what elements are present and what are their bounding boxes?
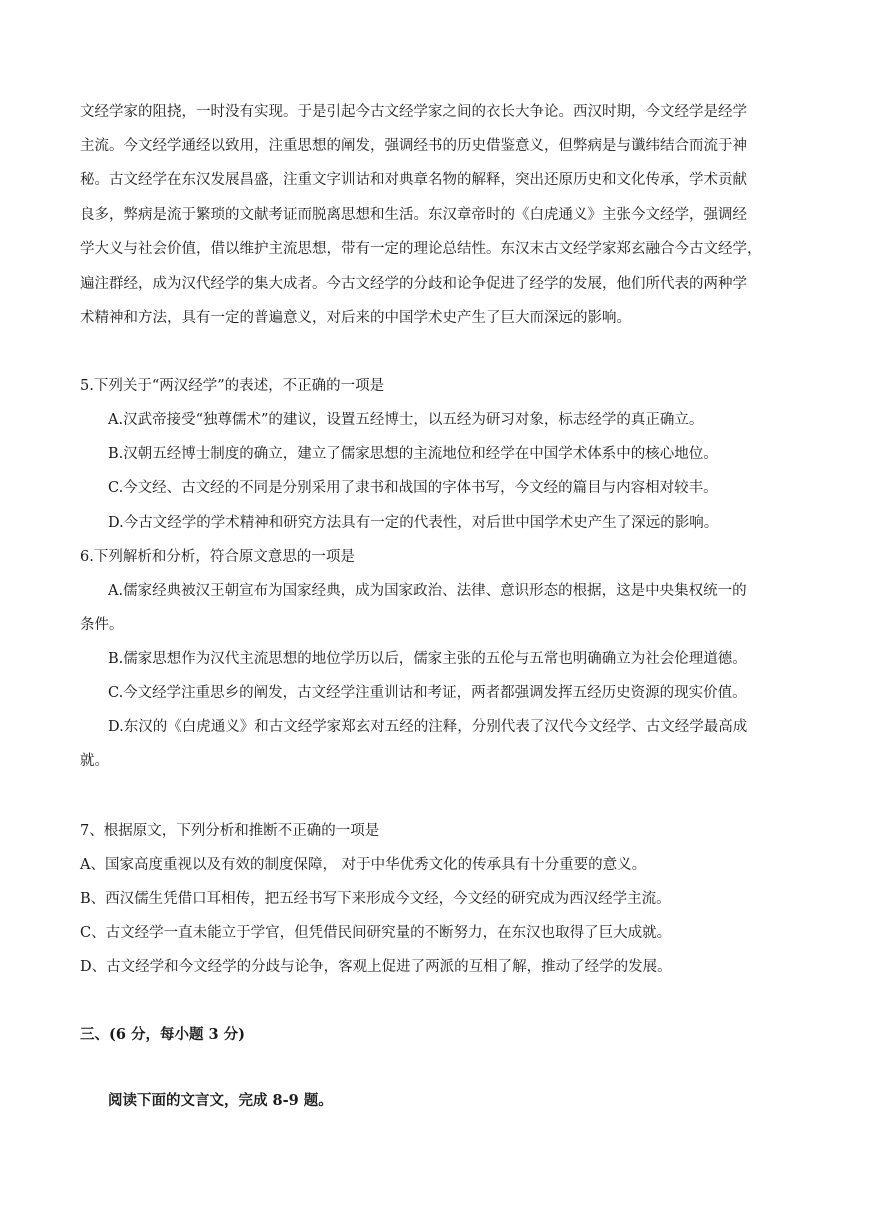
question-5-option-d: D.今古文经学的学术精神和研究方法具有一定的代表性，对后世中国学术史产生了深远的影响。 [108,515,719,531]
question-7-option-d: D、古文经学和今文经学的分歧与论争，客观上促进了两派的互相了解，推动了经学的发展。 [80,959,672,975]
question-7-option-a: A、国家高度重视以及有效的制度保障， 对于中华优秀文化的传承具有十分重要的意义。 [80,857,647,873]
passage-line: 遍注群经，成为汉代经学的集大成者。今古文经学的分歧和论争促进了经学的发展，他们所代表的两种学 [80,276,747,292]
passage-line: 主流。今文经学通经以致用，注重思想的阐发，强调经书的历史借鉴意义，但弊病是与谶纬结合而流于神 [80,138,747,154]
question-6-option-a-cont: 条件。 [80,617,124,633]
question-6-option-a: A.儒家经典被汉王朝宣布为国家经典，成为国家政治、法律、意识形态的根据，这是中央集权统一的 [108,583,747,599]
section-3-instruction: 阅读下面的文言文，完成 8-9 题。 [108,1092,333,1109]
question-5-option-b: B.汉朝五经博士制度的确立，建立了儒家思想的主流地位和经学在中国学术体系中的核心地位。 [108,446,718,462]
question-6-option-b: B.儒家思想作为汉代主流思想的地位学历以后，儒家主张的五伦与五常也明确确立为社会伦理道德。 [108,651,747,667]
question-7-option-c: C、古文经学一直未能立于学官，但凭借民间研究量的不断努力，在东汉也取得了巨大成就。 [80,925,672,941]
question-5-stem: 5.下列关于“两汉经学”的表述，不正确的一项是 [80,378,385,394]
question-6-option-c: C.今文经学注重思乡的阐发，古文经学注重训诂和考证，两者都强调发挥五经历史资源的现实价值。 [108,685,747,701]
passage-line: 学大义与社会价值，借以维护主流思想，带有一定的理论总结性。东汉末古文经学家郑玄融合今古文经学， [80,241,762,257]
question-6-option-d-cont: 就。 [80,753,109,769]
section-3-title: 三、(6 分，每小题 3 分) [80,1026,246,1043]
question-7-option-b: B、西汉儒生凭借口耳相传，把五经书写下来形成今文经，今文经的研究成为西汉经学主流。 [80,891,671,907]
passage-line: 良多，弊病是流于繁琐的文献考证而脱离思想和生活。东汉章帝时的《白虎通义》主张今文经学，强调经 [80,207,747,223]
question-7-stem: 7、根据原文，下列分析和推断不正确的一项是 [80,823,380,839]
question-6-option-d: D.东汉的《白虎通义》和古文经学家郑玄对五经的注释，分别代表了汉代今文经学、古文经学最高成 [108,719,748,735]
question-6-stem: 6.下列解析和分析，符合原文意思的一项是 [80,549,355,565]
passage-line: 秘。古文经学在东汉发展昌盛，注重文字训诂和对典章名物的解释，突出还原历史和文化传承，学术贡献 [80,172,747,188]
passage-line: 术精神和方法，具有一定的普遍意义，对后来的中国学术史产生了巨大而深远的影响。 [80,310,631,326]
question-5-option-a: A.汉武帝接受“独尊儒术”的建议，设置五经博士，以五经为研习对象，标志经学的真正确立。 [108,412,704,428]
passage-line: 文经学家的阻挠，一时没有实现。于是引起今古文经学家之间的衣长大争论。西汉时期，今文经学是经学 [80,104,747,120]
question-5-option-c: C.今文经、古文经的不同是分别采用了隶书和战国的字体书写，今文经的篇目与内容相对较丰。 [108,480,718,496]
